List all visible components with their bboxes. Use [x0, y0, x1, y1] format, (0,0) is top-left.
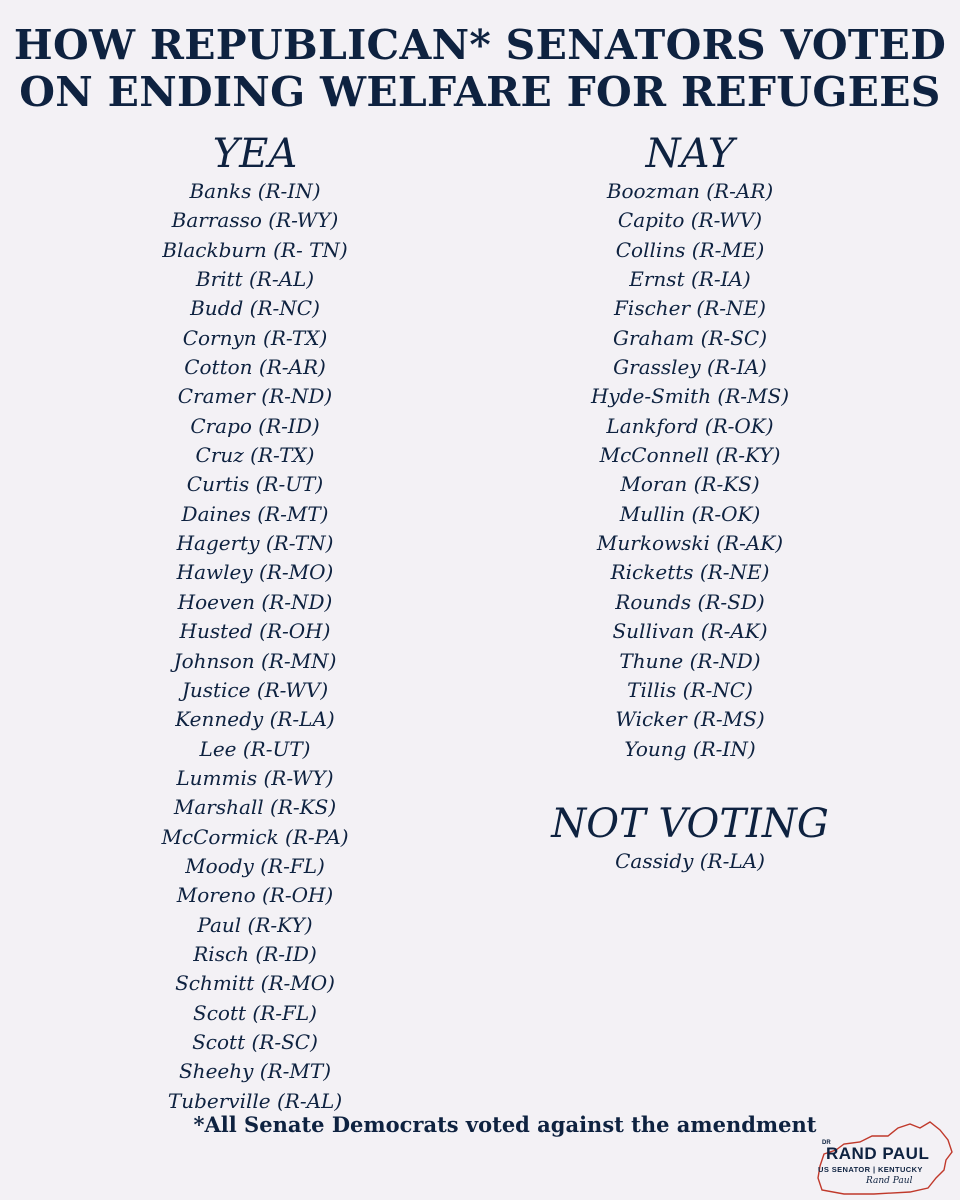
senator-name: Capito (R-WV) [617, 208, 763, 233]
senator-name: Tuberville (R-AL) [167, 1088, 343, 1113]
senator-name: Mullin (R-OK) [619, 501, 761, 526]
yea-list [95, 177, 415, 1116]
senator-name: Moreno (R-OH) [176, 883, 334, 908]
senator-name: Daines (R-MT) [181, 501, 329, 526]
senator-name: Justice (R-WV) [181, 677, 329, 702]
senator-name: Johnson (R-MN) [173, 648, 337, 673]
senator-name: Cassidy (R-LA) [615, 849, 765, 873]
rand-paul-logo [814, 1118, 956, 1196]
senator-name: Young (R-IN) [624, 736, 756, 761]
senator-name: Hawley (R-MO) [176, 560, 334, 585]
senator-name: Rounds (R-SD) [615, 589, 765, 614]
senator-name: Moran (R-KS) [620, 472, 760, 497]
logo-prefix: DR [822, 1140, 831, 1146]
senator-name: Cruz (R-TX) [195, 443, 315, 468]
senator-name: Boozman (R-AR) [606, 179, 774, 203]
senator-name: Hyde-Smith (R-MS) [590, 384, 790, 409]
footnote: *All Senate Democrats voted against the amendment [193, 1112, 817, 1137]
logo-name: RAND PAUL [826, 1144, 930, 1163]
senator-name: Paul (R-KY) [197, 912, 313, 937]
logo-signature: Rand Paul [866, 1176, 913, 1186]
senator-name: Graham (R-SC) [612, 325, 767, 350]
senator-name: Husted (R-OH) [179, 619, 331, 644]
senator-name: Barrasso (R-WY) [171, 208, 339, 233]
not-voting-column [530, 800, 850, 876]
senator-name: Murkowski (R-AK) [596, 531, 784, 556]
senator-name: McCormick (R-PA) [161, 824, 349, 849]
senator-name: Scott (R-FL) [193, 1000, 317, 1025]
senator-name: Ricketts (R-NE) [610, 560, 770, 585]
yea-heading: YEA [212, 131, 298, 177]
senator-name: Hoeven (R-ND) [177, 589, 333, 614]
senator-name: Schmitt (R-MO) [175, 971, 335, 996]
senator-name: Wicker (R-MS) [615, 707, 765, 732]
senator-name: Cotton (R-AR) [184, 355, 326, 380]
yea-column [95, 130, 415, 1116]
title-line-1: HOW REPUBLICAN* SENATORS VOTED [13, 21, 947, 69]
senator-name: Collins (R-ME) [615, 237, 765, 262]
senator-name: McConnell (R-KY) [599, 443, 781, 468]
senator-name: Risch (R-ID) [193, 941, 317, 966]
senator-name: Moody (R-FL) [185, 853, 325, 878]
page-title [0, 22, 960, 116]
senator-name: Sullivan (R-AK) [612, 619, 768, 644]
senator-name: Thune (R-ND) [619, 648, 761, 673]
senator-name: Scott (R-SC) [192, 1029, 318, 1054]
senator-name: Budd (R-NC) [190, 296, 320, 321]
senator-name: Curtis (R-UT) [186, 472, 324, 497]
senator-name: Britt (R-AL) [195, 267, 315, 292]
senator-name: Cramer (R-ND) [177, 384, 333, 409]
senator-name: Tillis (R-NC) [627, 677, 753, 702]
senator-name: Fischer (R-NE) [614, 296, 766, 321]
title-line-2: ON ENDING WELFARE FOR REFUGEES [19, 68, 941, 116]
senator-name: Cornyn (R-TX) [182, 325, 328, 350]
senator-name: Sheehy (R-MT) [178, 1059, 332, 1084]
nay-list [530, 177, 850, 764]
senator-name: Grassley (R-IA) [613, 355, 767, 380]
senator-name: Lummis (R-WY) [176, 765, 334, 790]
senator-name: Hagerty (R-TN) [176, 531, 334, 556]
nay-column [530, 130, 850, 764]
senator-name: Banks (R-IN) [189, 179, 321, 203]
not-voting-heading: NOT VOTING [551, 801, 829, 847]
senator-name: Lee (R-UT) [199, 736, 311, 761]
senator-name: Blackburn (R- TN) [162, 237, 348, 262]
not-voting-list [530, 847, 850, 876]
senator-name: Lankford (R-OK) [606, 413, 774, 438]
senator-name: Kennedy (R-LA) [175, 707, 335, 732]
logo-subtitle: US SENATOR | KENTUCKY [818, 1165, 923, 1174]
senator-name: Ernst (R-IA) [629, 267, 751, 292]
nay-heading: NAY [645, 131, 735, 177]
senator-name: Crapo (R-ID) [190, 413, 320, 438]
senator-name: Marshall (R-KS) [173, 795, 337, 820]
